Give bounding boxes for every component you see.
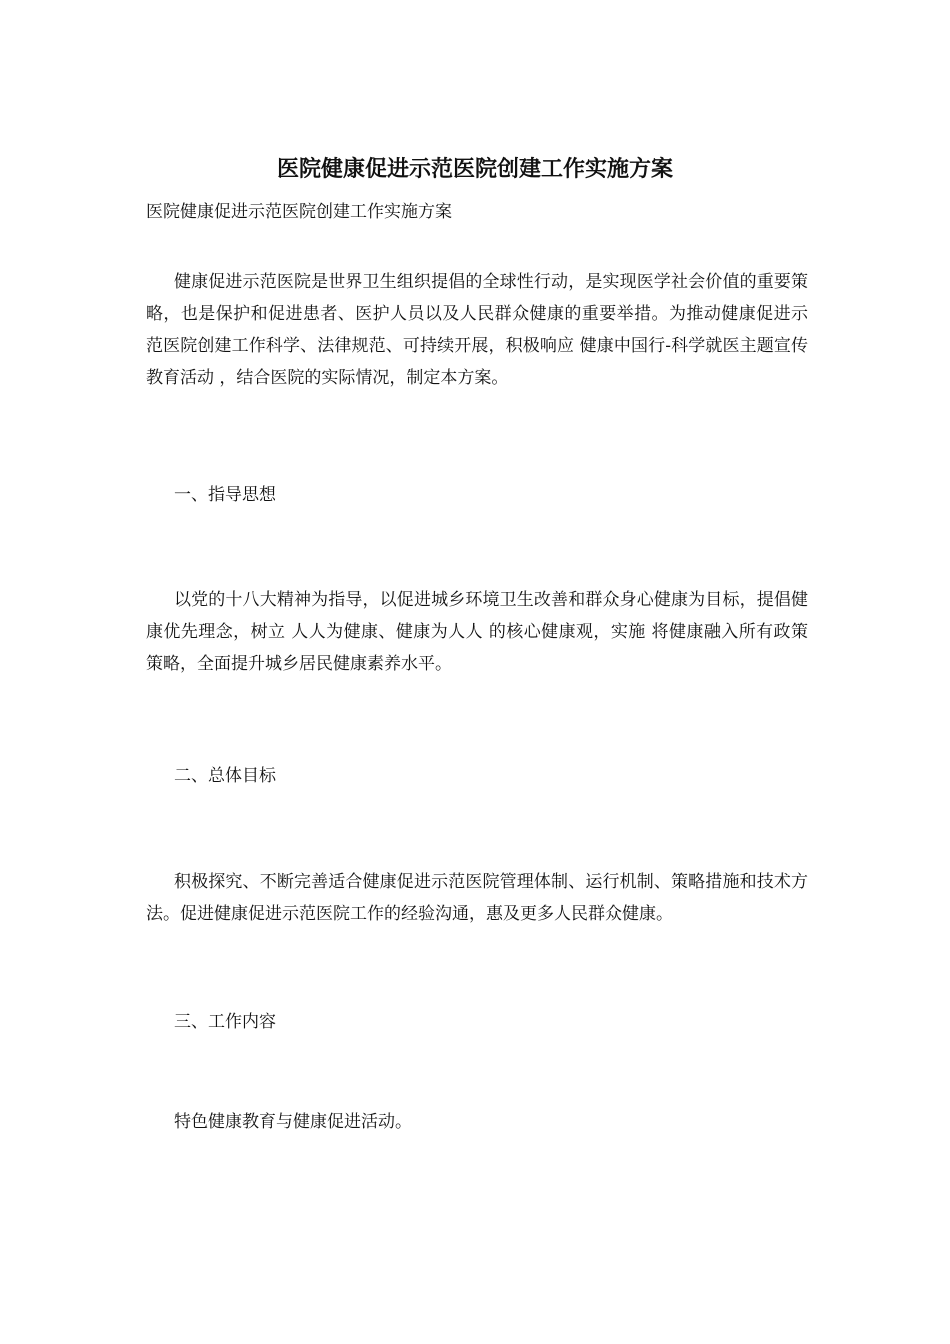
section-body-overall-goal: 积极探究、不断完善适合健康促进示范医院管理体制、运行机制、策略措施和技术方法。促进健康促进示范医院工作的经验沟通，惠及更多人民群众健康。 bbox=[146, 872, 808, 924]
section-body-work-content: 特色健康教育与健康促进活动。 bbox=[174, 1112, 412, 1132]
section-heading-guiding-thought: 一、指导思想 bbox=[174, 485, 276, 505]
document-title: 医院健康促进示范医院创建工作实施方案 bbox=[276, 157, 673, 182]
section-body-guiding-thought: 以党的十八大精神为指导，以促进城乡环境卫生改善和群众身心健康为目标，提倡健康优先理念，树立 人人为健康、健康为人人 的核心健康观，实施 将健康融入所有政策 策略，全面提升城乡居民健康素养水平。 bbox=[146, 590, 808, 674]
intro-paragraph: 健康促进示范医院是世界卫生组织提倡的全球性行动，是实现医学社会价值的重要策略，也是保护和促进患者、医护人员以及人民群众健康的重要举措。为推动健康促进示范医院创建工作科学、法律规范、可持续开展，积极响应 健康中国行-科学就医主题宣传教育活动 ，结合医院的实际情况，制定本方案。 bbox=[146, 272, 808, 388]
section-heading-work-content: 三、工作内容 bbox=[174, 1012, 276, 1032]
document-subtitle: 医院健康促进示范医院创建工作实施方案 bbox=[146, 202, 452, 222]
section-heading-overall-goal: 二、总体目标 bbox=[174, 766, 276, 786]
